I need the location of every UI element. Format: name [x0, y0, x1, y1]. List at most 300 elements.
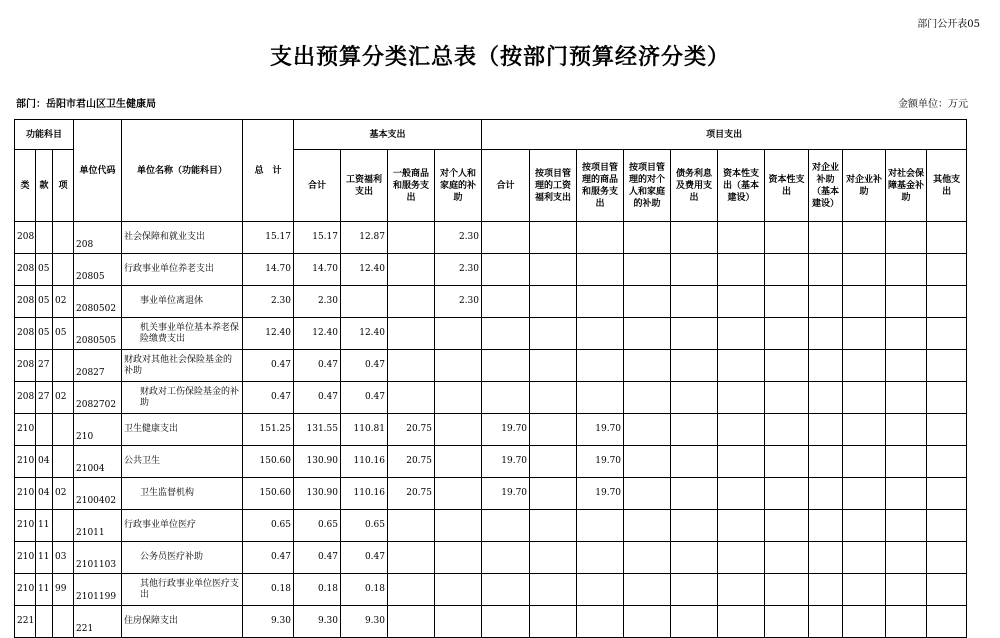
- cell-kuan: 05: [36, 286, 53, 318]
- cell-empty: [927, 478, 967, 510]
- cell-basic-wage: 12.40: [341, 254, 388, 286]
- header-project-col: 对企业补助: [843, 150, 886, 222]
- cell-unit-name: 机关事业单位基本养老保险缴费支出: [122, 318, 243, 350]
- cell-empty: [718, 446, 765, 478]
- cell-unit-name: 行政事业单位医疗: [122, 510, 243, 542]
- cell-empty: [843, 510, 886, 542]
- cell-lei: 210: [15, 414, 36, 446]
- cell-unit-name: 公共卫生: [122, 446, 243, 478]
- cell-unit-name: 卫生健康支出: [122, 414, 243, 446]
- cell-project-sum: 19.70: [482, 414, 530, 446]
- cell-empty: [624, 478, 671, 510]
- cell-basic-sum: 130.90: [294, 478, 341, 510]
- cell-project-sum: [482, 222, 530, 254]
- header-unit-code: 单位代码: [74, 120, 122, 222]
- cell-empty: [809, 446, 843, 478]
- cell-total: 12.40: [243, 318, 294, 350]
- cell-xiang: [53, 414, 74, 446]
- department-label: 部门：岳阳市君山区卫生健康局: [16, 99, 156, 110]
- cell-lei: 208: [15, 286, 36, 318]
- budget-table: [14, 119, 967, 638]
- cell-empty: [718, 510, 765, 542]
- header-project-col: 合计: [482, 150, 530, 222]
- table-row: [15, 510, 967, 542]
- header-basic-col: 合计: [294, 150, 341, 222]
- cell-basic-wage: 0.47: [341, 382, 388, 414]
- cell-project-goods: [577, 318, 624, 350]
- cell-empty: [886, 606, 927, 638]
- cell-project-goods: 19.70: [577, 478, 624, 510]
- cell-empty: [886, 414, 927, 446]
- cell-empty: [624, 382, 671, 414]
- cell-empty: [624, 574, 671, 606]
- cell-project-sum: [482, 542, 530, 574]
- table-row: [15, 222, 967, 254]
- cell-empty: [765, 414, 809, 446]
- cell-empty: [624, 606, 671, 638]
- cell-total: 150.60: [243, 446, 294, 478]
- cell-project-wage: [530, 446, 577, 478]
- cell-empty: [886, 222, 927, 254]
- cell-kuan: 11: [36, 574, 53, 606]
- cell-total: 14.70: [243, 254, 294, 286]
- cell-empty: [671, 446, 718, 478]
- cell-empty: [809, 286, 843, 318]
- cell-project-sum: 19.70: [482, 478, 530, 510]
- cell-unit-code: 2101103: [74, 542, 122, 574]
- cell-basic-person: [435, 382, 482, 414]
- cell-empty: [765, 574, 809, 606]
- cell-empty: [886, 318, 927, 350]
- cell-basic-wage: 12.87: [341, 222, 388, 254]
- cell-unit-code: 20827: [74, 350, 122, 382]
- cell-empty: [843, 222, 886, 254]
- cell-empty: [843, 318, 886, 350]
- cell-unit-name: 社会保障和就业支出: [122, 222, 243, 254]
- header-project-expenditure: 项目支出: [482, 120, 967, 150]
- cell-project-wage: [530, 222, 577, 254]
- table-row: [15, 414, 967, 446]
- cell-total: 0.47: [243, 542, 294, 574]
- cell-kuan: 27: [36, 350, 53, 382]
- cell-empty: [809, 510, 843, 542]
- cell-empty: [671, 318, 718, 350]
- cell-empty: [765, 222, 809, 254]
- cell-empty: [927, 318, 967, 350]
- cell-empty: [624, 222, 671, 254]
- cell-basic-goods: [388, 350, 435, 382]
- cell-empty: [927, 286, 967, 318]
- cell-unit-code: 2080505: [74, 318, 122, 350]
- cell-basic-sum: 2.30: [294, 286, 341, 318]
- cell-kuan: 11: [36, 542, 53, 574]
- cell-project-sum: [482, 350, 530, 382]
- cell-unit-code: 21004: [74, 446, 122, 478]
- cell-empty: [927, 510, 967, 542]
- cell-basic-wage: 9.30: [341, 606, 388, 638]
- cell-basic-goods: [388, 542, 435, 574]
- cell-basic-goods: [388, 510, 435, 542]
- cell-unit-code: 208: [74, 222, 122, 254]
- currency-unit-label: 金额单位：万元: [898, 99, 968, 110]
- cell-unit-code: 2082702: [74, 382, 122, 414]
- cell-basic-wage: 0.18: [341, 574, 388, 606]
- cell-unit-code: 20805: [74, 254, 122, 286]
- cell-project-wage: [530, 414, 577, 446]
- cell-empty: [765, 350, 809, 382]
- cell-empty: [671, 542, 718, 574]
- cell-basic-goods: [388, 382, 435, 414]
- cell-project-sum: [482, 574, 530, 606]
- cell-basic-person: [435, 478, 482, 510]
- cell-basic-wage: 0.65: [341, 510, 388, 542]
- header-project-col: 按项目管理的对个人和家庭的补助: [624, 150, 671, 222]
- cell-total: 0.47: [243, 350, 294, 382]
- cell-empty: [886, 350, 927, 382]
- cell-unit-code: 21011: [74, 510, 122, 542]
- cell-unit-code: 221: [74, 606, 122, 638]
- cell-empty: [671, 350, 718, 382]
- cell-basic-sum: 14.70: [294, 254, 341, 286]
- cell-empty: [843, 254, 886, 286]
- cell-project-wage: [530, 350, 577, 382]
- cell-empty: [843, 446, 886, 478]
- cell-empty: [809, 606, 843, 638]
- cell-basic-goods: [388, 318, 435, 350]
- header-xiang: 项: [53, 150, 74, 222]
- cell-empty: [809, 382, 843, 414]
- cell-project-sum: [482, 254, 530, 286]
- cell-empty: [927, 446, 967, 478]
- cell-unit-name: 财政对工伤保险基金的补助: [122, 382, 243, 414]
- cell-project-wage: [530, 318, 577, 350]
- cell-empty: [765, 446, 809, 478]
- cell-empty: [671, 222, 718, 254]
- cell-empty: [886, 542, 927, 574]
- cell-empty: [765, 542, 809, 574]
- cell-project-goods: [577, 222, 624, 254]
- cell-unit-code: 2101199: [74, 574, 122, 606]
- cell-empty: [927, 414, 967, 446]
- cell-xiang: 02: [53, 286, 74, 318]
- cell-project-goods: [577, 606, 624, 638]
- cell-empty: [718, 254, 765, 286]
- cell-project-wage: [530, 254, 577, 286]
- cell-basic-sum: 15.17: [294, 222, 341, 254]
- cell-basic-sum: 0.65: [294, 510, 341, 542]
- header-basic-col: 工资福利支出: [341, 150, 388, 222]
- cell-empty: [718, 478, 765, 510]
- table-row: [15, 606, 967, 638]
- cell-total: 151.25: [243, 414, 294, 446]
- cell-project-sum: [482, 382, 530, 414]
- cell-empty: [718, 574, 765, 606]
- cell-project-goods: 19.70: [577, 446, 624, 478]
- cell-empty: [624, 446, 671, 478]
- cell-empty: [624, 350, 671, 382]
- cell-project-sum: 19.70: [482, 446, 530, 478]
- cell-basic-sum: 9.30: [294, 606, 341, 638]
- header-kuan: 款: [36, 150, 53, 222]
- cell-empty: [718, 606, 765, 638]
- cell-empty: [886, 254, 927, 286]
- cell-xiang: [53, 510, 74, 542]
- cell-empty: [624, 318, 671, 350]
- cell-project-wage: [530, 606, 577, 638]
- cell-unit-name: 其他行政事业单位医疗支出: [122, 574, 243, 606]
- header-project-col: 对社会保障基金补助: [886, 150, 927, 222]
- cell-empty: [765, 478, 809, 510]
- cell-basic-person: [435, 318, 482, 350]
- cell-empty: [765, 286, 809, 318]
- cell-empty: [886, 574, 927, 606]
- cell-xiang: [53, 446, 74, 478]
- cell-empty: [809, 254, 843, 286]
- cell-lei: 210: [15, 478, 36, 510]
- cell-xiang: 05: [53, 318, 74, 350]
- cell-unit-name: 公务员医疗补助: [122, 542, 243, 574]
- cell-xiang: [53, 254, 74, 286]
- cell-basic-person: [435, 606, 482, 638]
- cell-empty: [718, 286, 765, 318]
- cell-empty: [927, 350, 967, 382]
- table-row: [15, 254, 967, 286]
- cell-kuan: 04: [36, 478, 53, 510]
- header-basic-col: 一般商品和服务支出: [388, 150, 435, 222]
- cell-basic-person: 2.30: [435, 254, 482, 286]
- header-project-col: 债务利息及费用支出: [671, 150, 718, 222]
- header-project-col: 按项目管理的商品和服务支出: [577, 150, 624, 222]
- table-row: [15, 542, 967, 574]
- cell-lei: 221: [15, 606, 36, 638]
- cell-empty: [886, 446, 927, 478]
- cell-project-goods: [577, 510, 624, 542]
- cell-empty: [671, 510, 718, 542]
- cell-empty: [809, 318, 843, 350]
- cell-kuan: [36, 222, 53, 254]
- cell-empty: [765, 382, 809, 414]
- cell-project-goods: [577, 382, 624, 414]
- cell-basic-person: [435, 414, 482, 446]
- cell-basic-goods: [388, 222, 435, 254]
- cell-xiang: [53, 606, 74, 638]
- cell-kuan: 11: [36, 510, 53, 542]
- cell-empty: [886, 382, 927, 414]
- header-lei: 类: [15, 150, 36, 222]
- cell-lei: 210: [15, 574, 36, 606]
- cell-unit-name: 事业单位离退休: [122, 286, 243, 318]
- cell-project-sum: [482, 286, 530, 318]
- cell-basic-person: [435, 350, 482, 382]
- cell-xiang: [53, 350, 74, 382]
- cell-total: 2.30: [243, 286, 294, 318]
- cell-empty: [718, 318, 765, 350]
- cell-basic-person: [435, 542, 482, 574]
- cell-unit-code: 2080502: [74, 286, 122, 318]
- cell-basic-person: [435, 574, 482, 606]
- cell-unit-name: 财政对其他社会保险基金的补助: [122, 350, 243, 382]
- cell-xiang: 02: [53, 478, 74, 510]
- cell-empty: [886, 510, 927, 542]
- cell-empty: [765, 318, 809, 350]
- header-basic-expenditure: 基本支出: [294, 120, 482, 150]
- cell-basic-sum: 12.40: [294, 318, 341, 350]
- cell-kuan: [36, 414, 53, 446]
- cell-basic-goods: 20.75: [388, 478, 435, 510]
- cell-empty: [843, 478, 886, 510]
- cell-basic-person: 2.30: [435, 286, 482, 318]
- cell-basic-goods: [388, 254, 435, 286]
- cell-project-goods: [577, 574, 624, 606]
- cell-project-wage: [530, 478, 577, 510]
- cell-empty: [927, 382, 967, 414]
- page-title: 支出预算分类汇总表（按部门预算经济分类）: [269, 45, 730, 70]
- cell-project-goods: [577, 350, 624, 382]
- cell-empty: [809, 350, 843, 382]
- header-project-col: 按项目管理的工资福利支出: [530, 150, 577, 222]
- header-project-col: 对企业补助（基本建设）: [809, 150, 843, 222]
- cell-empty: [809, 414, 843, 446]
- cell-basic-goods: 20.75: [388, 414, 435, 446]
- cell-empty: [671, 478, 718, 510]
- header-func-subject: 功能科目: [15, 120, 74, 150]
- cell-xiang: 99: [53, 574, 74, 606]
- cell-empty: [927, 254, 967, 286]
- cell-empty: [765, 510, 809, 542]
- cell-empty: [809, 478, 843, 510]
- cell-project-goods: [577, 254, 624, 286]
- cell-project-sum: [482, 606, 530, 638]
- cell-basic-person: [435, 510, 482, 542]
- cell-basic-sum: 0.47: [294, 382, 341, 414]
- cell-empty: [671, 414, 718, 446]
- table-row: [15, 446, 967, 478]
- cell-project-wage: [530, 510, 577, 542]
- cell-unit-name: 行政事业单位养老支出: [122, 254, 243, 286]
- cell-unit-code: 210: [74, 414, 122, 446]
- cell-project-wage: [530, 574, 577, 606]
- header-basic-col: 对个人和家庭的补助: [435, 150, 482, 222]
- cell-lei: 210: [15, 510, 36, 542]
- table-row: [15, 286, 967, 318]
- table-row: [15, 574, 967, 606]
- cell-basic-wage: 110.16: [341, 478, 388, 510]
- cell-empty: [765, 254, 809, 286]
- cell-project-wage: [530, 542, 577, 574]
- cell-empty: [927, 222, 967, 254]
- cell-total: 0.47: [243, 382, 294, 414]
- cell-lei: 208: [15, 222, 36, 254]
- cell-basic-person: [435, 446, 482, 478]
- cell-unit-code: 2100402: [74, 478, 122, 510]
- cell-basic-goods: [388, 606, 435, 638]
- cell-total: 0.18: [243, 574, 294, 606]
- cell-basic-wage: [341, 286, 388, 318]
- cell-total: 9.30: [243, 606, 294, 638]
- cell-empty: [671, 382, 718, 414]
- cell-project-goods: 19.70: [577, 414, 624, 446]
- cell-empty: [886, 286, 927, 318]
- cell-total: 150.60: [243, 478, 294, 510]
- cell-empty: [718, 542, 765, 574]
- cell-basic-sum: 0.47: [294, 542, 341, 574]
- cell-empty: [671, 286, 718, 318]
- cell-unit-name: 卫生监督机构: [122, 478, 243, 510]
- cell-total: 0.65: [243, 510, 294, 542]
- header-project-col: 资本性支出: [765, 150, 809, 222]
- cell-kuan: 04: [36, 446, 53, 478]
- header-project-col: 资本性支出（基本建设）: [718, 150, 765, 222]
- cell-basic-goods: [388, 286, 435, 318]
- cell-kuan: 05: [36, 254, 53, 286]
- cell-basic-wage: 12.40: [341, 318, 388, 350]
- cell-lei: 208: [15, 318, 36, 350]
- cell-basic-goods: 20.75: [388, 446, 435, 478]
- cell-lei: 208: [15, 254, 36, 286]
- cell-empty: [718, 222, 765, 254]
- cell-empty: [809, 574, 843, 606]
- cell-basic-wage: 110.81: [341, 414, 388, 446]
- cell-empty: [927, 542, 967, 574]
- table-row: [15, 382, 967, 414]
- cell-total: 15.17: [243, 222, 294, 254]
- cell-empty: [843, 350, 886, 382]
- cell-empty: [809, 222, 843, 254]
- cell-empty: [843, 414, 886, 446]
- cell-lei: 208: [15, 350, 36, 382]
- cell-kuan: [36, 606, 53, 638]
- cell-lei: 208: [15, 382, 36, 414]
- cell-project-wage: [530, 286, 577, 318]
- cell-basic-sum: 131.55: [294, 414, 341, 446]
- cell-empty: [886, 478, 927, 510]
- cell-project-goods: [577, 542, 624, 574]
- cell-basic-wage: 0.47: [341, 542, 388, 574]
- cell-xiang: 02: [53, 382, 74, 414]
- cell-empty: [843, 542, 886, 574]
- cell-empty: [671, 606, 718, 638]
- table-number-label: 部门公开表05: [917, 19, 980, 30]
- cell-project-sum: [482, 318, 530, 350]
- cell-basic-sum: 130.90: [294, 446, 341, 478]
- cell-empty: [843, 606, 886, 638]
- cell-project-wage: [530, 382, 577, 414]
- cell-empty: [843, 382, 886, 414]
- header-unit-name: 单位名称（功能科目）: [122, 120, 243, 222]
- header-total: 总 计: [243, 120, 294, 222]
- cell-empty: [624, 254, 671, 286]
- cell-project-sum: [482, 510, 530, 542]
- cell-basic-sum: 0.47: [294, 350, 341, 382]
- cell-project-goods: [577, 286, 624, 318]
- cell-xiang: 03: [53, 542, 74, 574]
- cell-lei: 210: [15, 446, 36, 478]
- table-row: [15, 478, 967, 510]
- cell-basic-person: 2.30: [435, 222, 482, 254]
- cell-empty: [718, 382, 765, 414]
- cell-basic-wage: 110.16: [341, 446, 388, 478]
- cell-empty: [927, 606, 967, 638]
- cell-empty: [765, 606, 809, 638]
- cell-empty: [671, 254, 718, 286]
- cell-empty: [624, 510, 671, 542]
- cell-kuan: 05: [36, 318, 53, 350]
- cell-empty: [809, 542, 843, 574]
- cell-xiang: [53, 222, 74, 254]
- cell-empty: [718, 350, 765, 382]
- cell-empty: [624, 542, 671, 574]
- cell-empty: [624, 286, 671, 318]
